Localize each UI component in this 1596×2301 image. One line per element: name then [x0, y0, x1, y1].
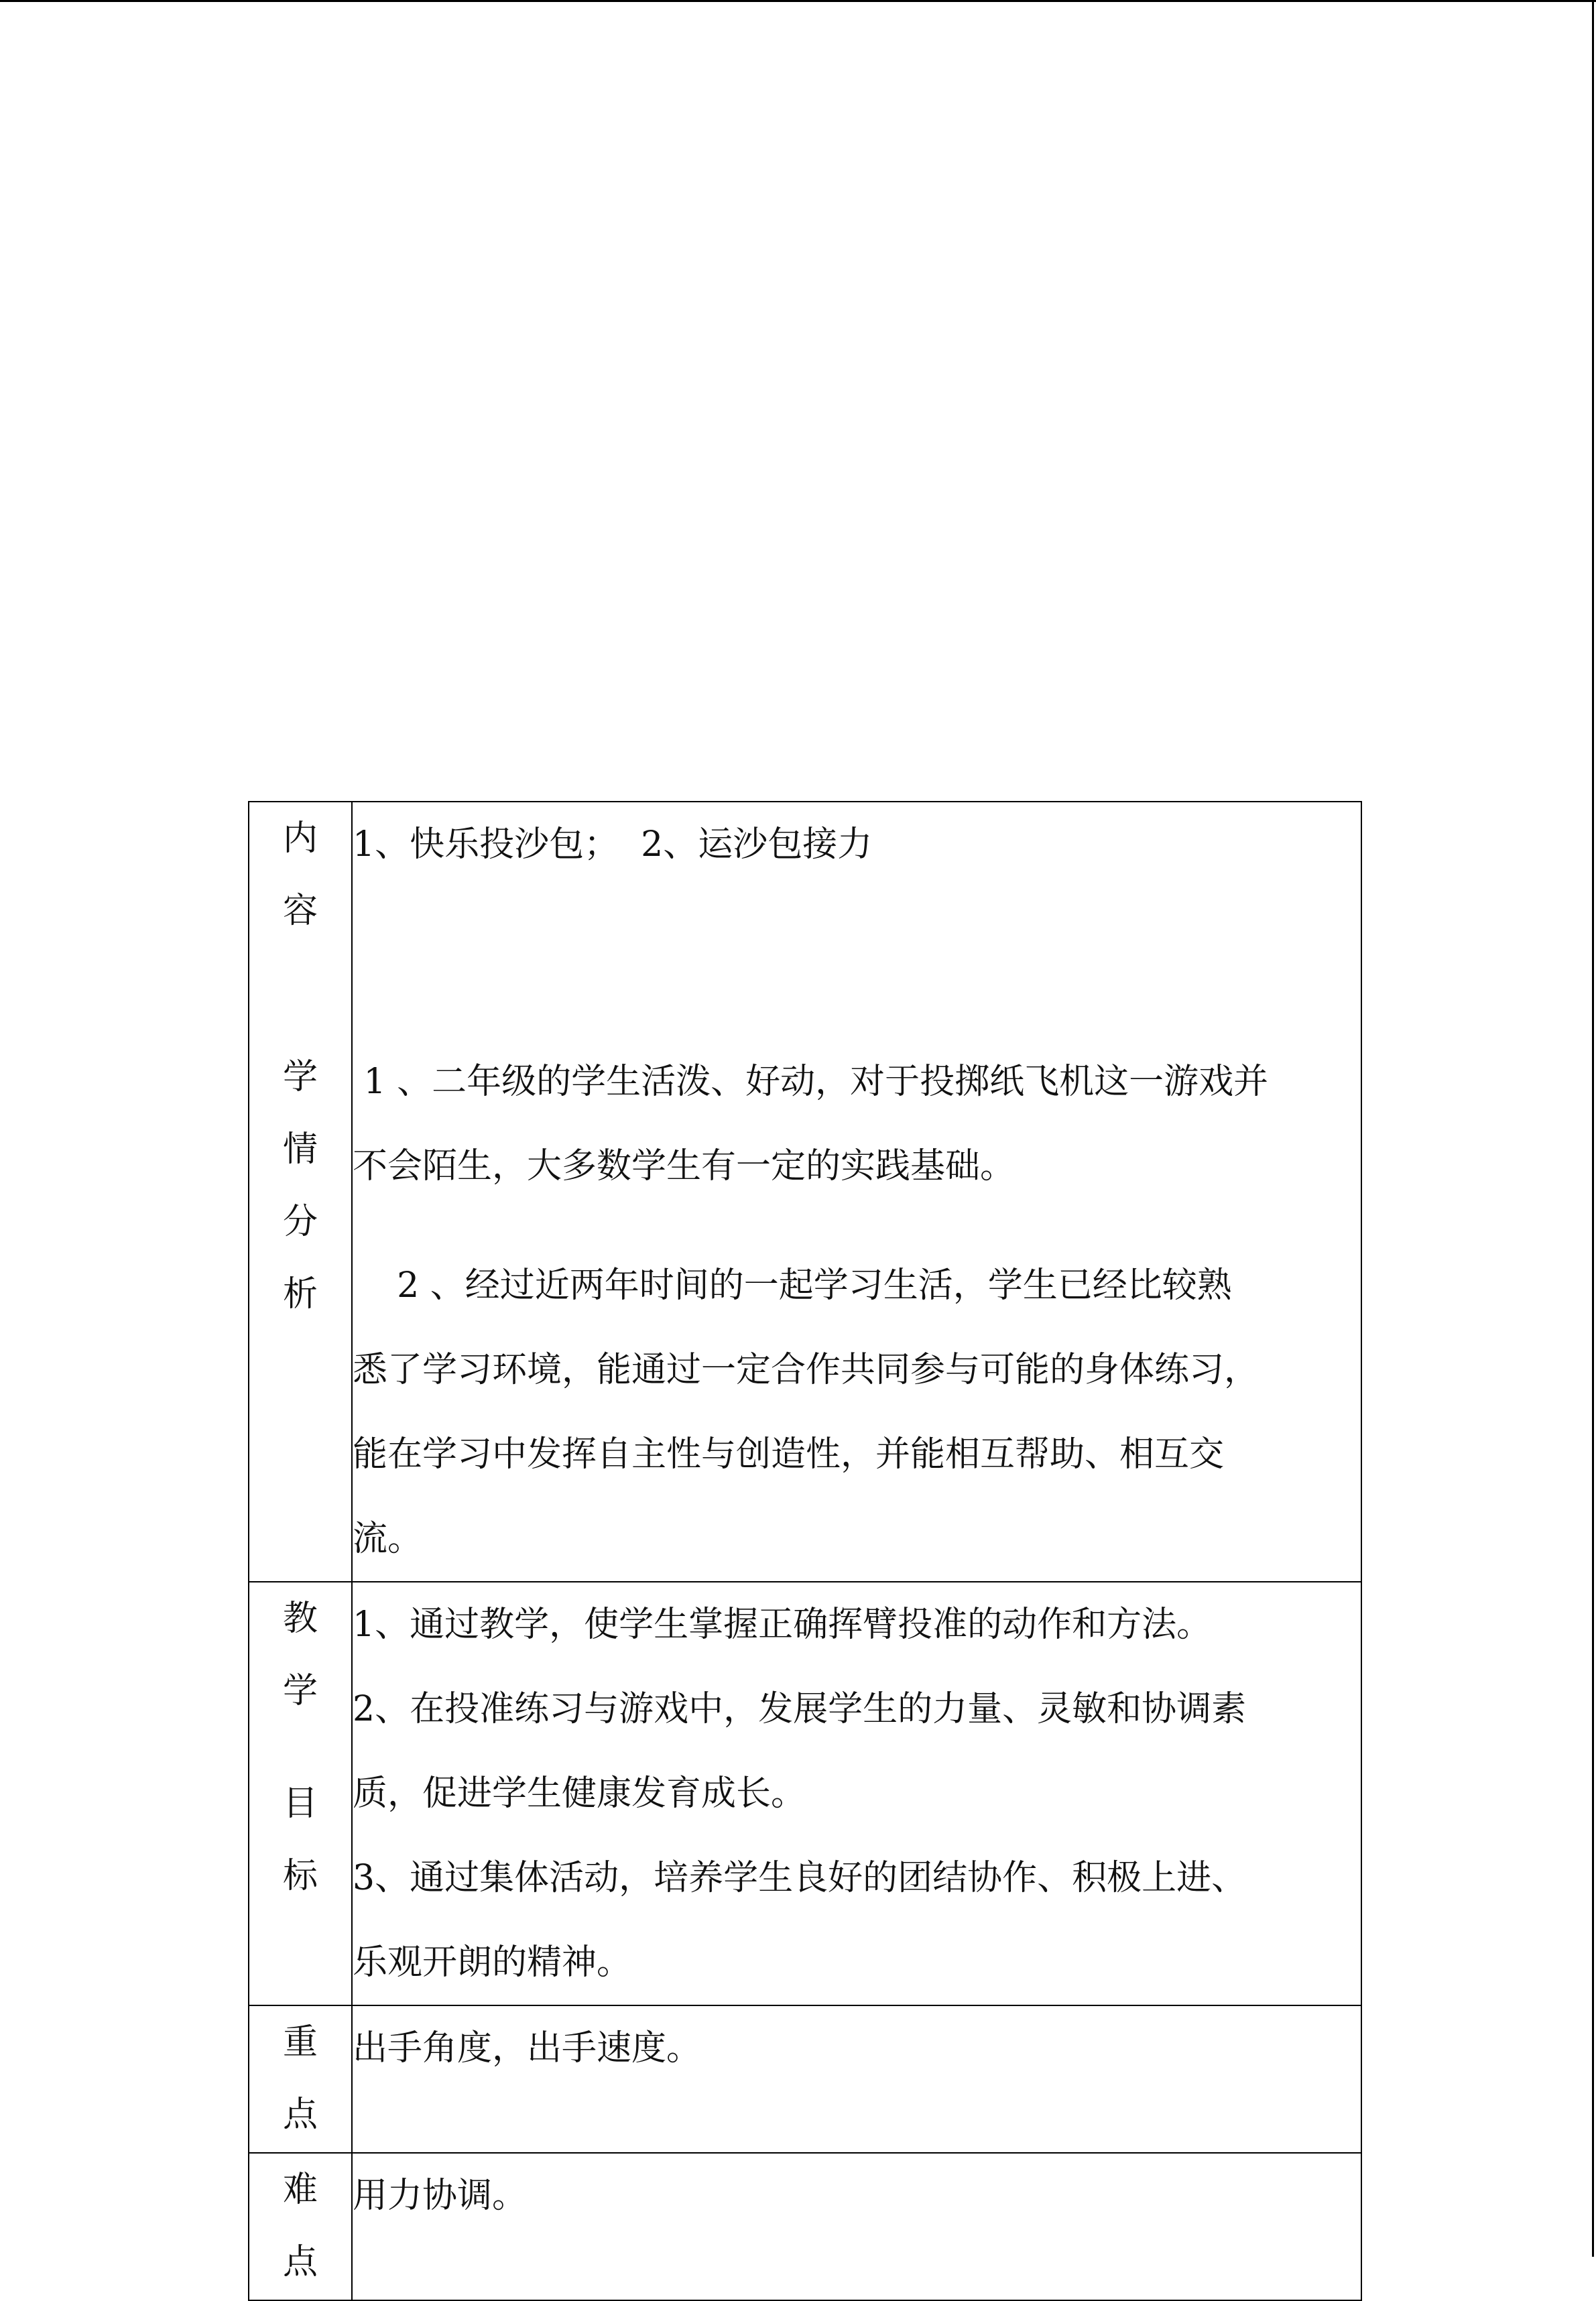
key-point-cell	[352, 2005, 1361, 2153]
row-content	[249, 802, 1361, 1582]
label-objectives	[249, 1582, 352, 2005]
analysis-line: 悉了学习环境，能通过一定合作共同参与可能的身体练习，	[353, 1350, 1260, 1390]
label-char: 重	[282, 2022, 318, 2062]
objective-line: 1、通过教学，使学生掌握正确挥臂投准的动作和方法。	[353, 1605, 1212, 1645]
top-border-rule	[0, 0, 1596, 2]
label-char: 内	[282, 818, 318, 859]
objective-line: 2、在投准练习与游戏中，发展学生的力量、灵敏和协调素	[353, 1689, 1247, 1729]
label-char: 标	[282, 1856, 318, 1896]
row-objectives	[249, 1582, 1361, 2005]
label-char: 教	[282, 1599, 318, 1639]
difficulty-cell	[352, 2153, 1361, 2300]
analysis-line: 1 、二年级的学生活泼、好动，对于投掷纸飞机这一游戏并	[353, 1062, 1269, 1102]
row-difficulty	[249, 2153, 1361, 2300]
difficulty-line: 用力协调。	[353, 2176, 528, 2216]
label-char: 点	[282, 2095, 318, 2135]
objective-line: 乐观开朗的精神。	[353, 1942, 632, 1983]
label-char: 分	[282, 1202, 318, 1242]
label-char: 析	[282, 1274, 318, 1314]
analysis-line: 能在学习中发挥自主性与创造性，并能相互帮助、相互交	[353, 1434, 1225, 1475]
label-char: 学	[282, 1057, 318, 1097]
key-point-line: 出手角度，出手速度。	[353, 2028, 702, 2068]
right-border-rule	[1592, 0, 1594, 2257]
label-difficulty	[249, 2153, 352, 2300]
label-char: 点	[282, 2242, 318, 2282]
objective-line: 3、通过集体活动，培养学生良好的团结协作、积极上进、	[353, 1858, 1247, 1898]
objectives-cell	[352, 1582, 1361, 2005]
analysis-line: 2 、经过近两年时间的一起学习生活，学生已经比较熟	[353, 1265, 1232, 1306]
content-cell	[352, 802, 1361, 1582]
label-char: 容	[282, 891, 318, 931]
analysis-line: 不会陌生，大多数学生有一定的实践基础。	[353, 1146, 1016, 1186]
lesson-plan-table	[248, 801, 1362, 2301]
label-char: 情	[282, 1129, 318, 1170]
label-char: 目	[282, 1784, 318, 1824]
analysis-line: 流。	[353, 1519, 423, 1559]
row-key-point	[249, 2005, 1361, 2153]
label-content	[249, 802, 352, 1582]
label-char: 学	[282, 1671, 318, 1711]
content-line: 1、快乐投沙包； 2、运沙包接力	[353, 824, 873, 865]
label-char: 难	[282, 2170, 318, 2210]
label-key-point	[249, 2005, 352, 2153]
objective-line: 质，促进学生健康发育成长。	[353, 1774, 806, 1814]
